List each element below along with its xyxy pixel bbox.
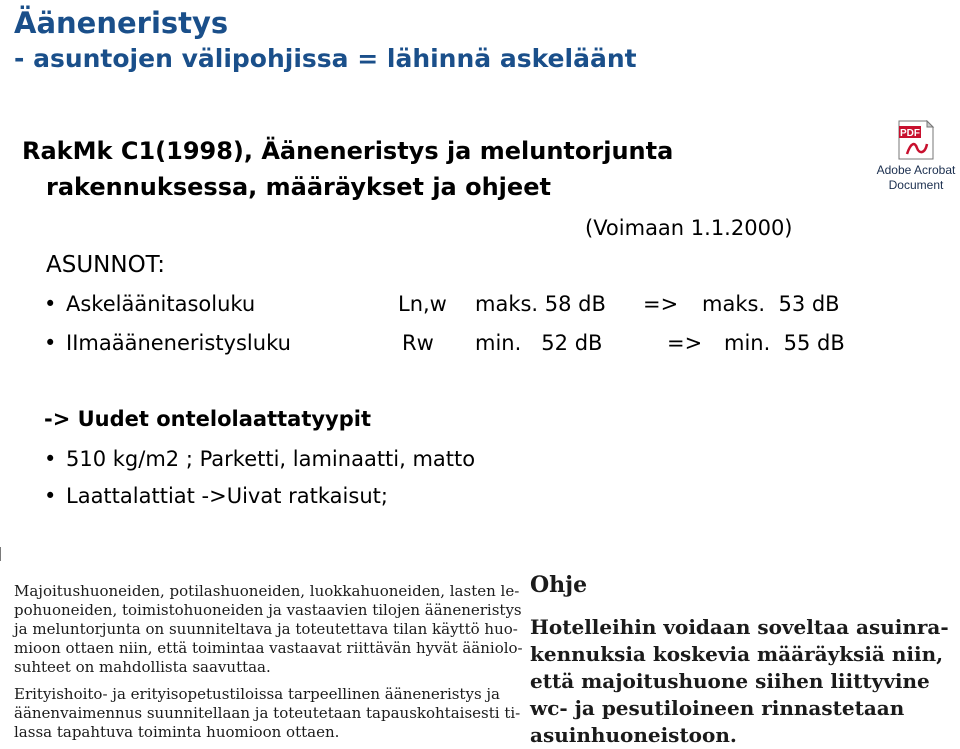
housing-row-arrow: =>: [667, 331, 703, 355]
scan-right-line: wc- ja pesutiloineen rinnastetaan: [530, 696, 905, 720]
scan-right-line: Hotelleihin voidaan soveltaa asuinra-: [530, 615, 949, 639]
housing-row-new-value: min. 55 dB: [724, 331, 845, 355]
housing-row-symbol: Rw: [402, 331, 434, 355]
pdf-icon[interactable]: [897, 120, 935, 160]
housing-row-arrow: =>: [643, 292, 679, 316]
housing-row-name: • Askeläänitasoluku: [66, 291, 255, 317]
in-force-date: (Voimaan 1.1.2000): [585, 216, 793, 240]
regulation-line-1: RakMk C1(1998), Ääneneristys ja meluntorjunta: [22, 137, 674, 165]
housing-row-old-value: maks. 58 dB: [475, 292, 606, 316]
scan-right-line: asuinhuoneistoon.: [530, 723, 737, 747]
scan-left-line: Majoitushuoneiden, potilashuoneiden, luokkahuoneiden, lasten le-: [14, 582, 520, 600]
edge-mark: [0, 547, 1, 561]
scan-left-paragraph: [14, 582, 523, 742]
scan-left-line: Erityishoito- ja erityisopetustiloissa tarpeellinen ääneneristys ja: [14, 685, 500, 703]
pdf-icon-text: PDF: [900, 128, 920, 139]
housing-row-symbol: Ln,w: [398, 292, 447, 316]
new-types-heading: -> Uudet ontelolaattatyypit: [44, 407, 372, 431]
scan-left-line: ja meluntorjunta on suunniteltava ja toteutettava tilan käyttö huo-: [14, 620, 518, 638]
scan-left-line: pohuoneiden, toimistohuoneiden ja vastaavien tilojen ääneneristys: [14, 601, 522, 619]
scan-left-line: lassa tapahtuva toiminta huomioon ottaen.: [14, 723, 340, 741]
pdf-label-line-1: Adobe Acrobat: [876, 163, 956, 177]
new-types-item: • Laattalattiat ->Uivat ratkaisut;: [66, 483, 388, 509]
scan-right-line: kennuksia koskevia määräyksiä niin,: [530, 642, 944, 666]
housing-heading: ASUNNOT:: [46, 252, 165, 278]
regulation-line-2: rakennuksessa, määräykset ja ohjeet: [46, 173, 551, 201]
scan-right-line: että majoitushuone siihen liittyvine: [530, 669, 930, 693]
pdf-label-line-2: Document: [888, 178, 944, 192]
new-types-item: • 510 kg/m2 ; Parketti, laminaatti, matto: [66, 446, 475, 472]
scan-right-paragraph: [530, 614, 949, 749]
housing-row-new-value: maks. 53 dB: [702, 292, 840, 316]
slide-subtitle: - asuntojen välipohjissa = lähinnä askeläänt: [14, 44, 637, 73]
scan-right-heading: Ohje: [530, 572, 588, 598]
housing-row-name: • IImaääneneristysluku: [66, 330, 291, 356]
scan-left-line: suhteet on mahdollista saavuttaa.: [14, 658, 271, 676]
scan-left-line: mioon ottaen niin, että toimintaa vastaavat riittävän hyvät ääniolo-: [14, 639, 523, 657]
housing-row-old-value: min. 52 dB: [475, 331, 603, 355]
scan-left-line: äänenvaimennus suunnitellaan ja toteutetaan tapauskohtaisesti ti-: [14, 704, 521, 722]
pdf-attachment-label[interactable]: [866, 163, 960, 193]
slide-title: Ääneneristys: [14, 6, 229, 40]
